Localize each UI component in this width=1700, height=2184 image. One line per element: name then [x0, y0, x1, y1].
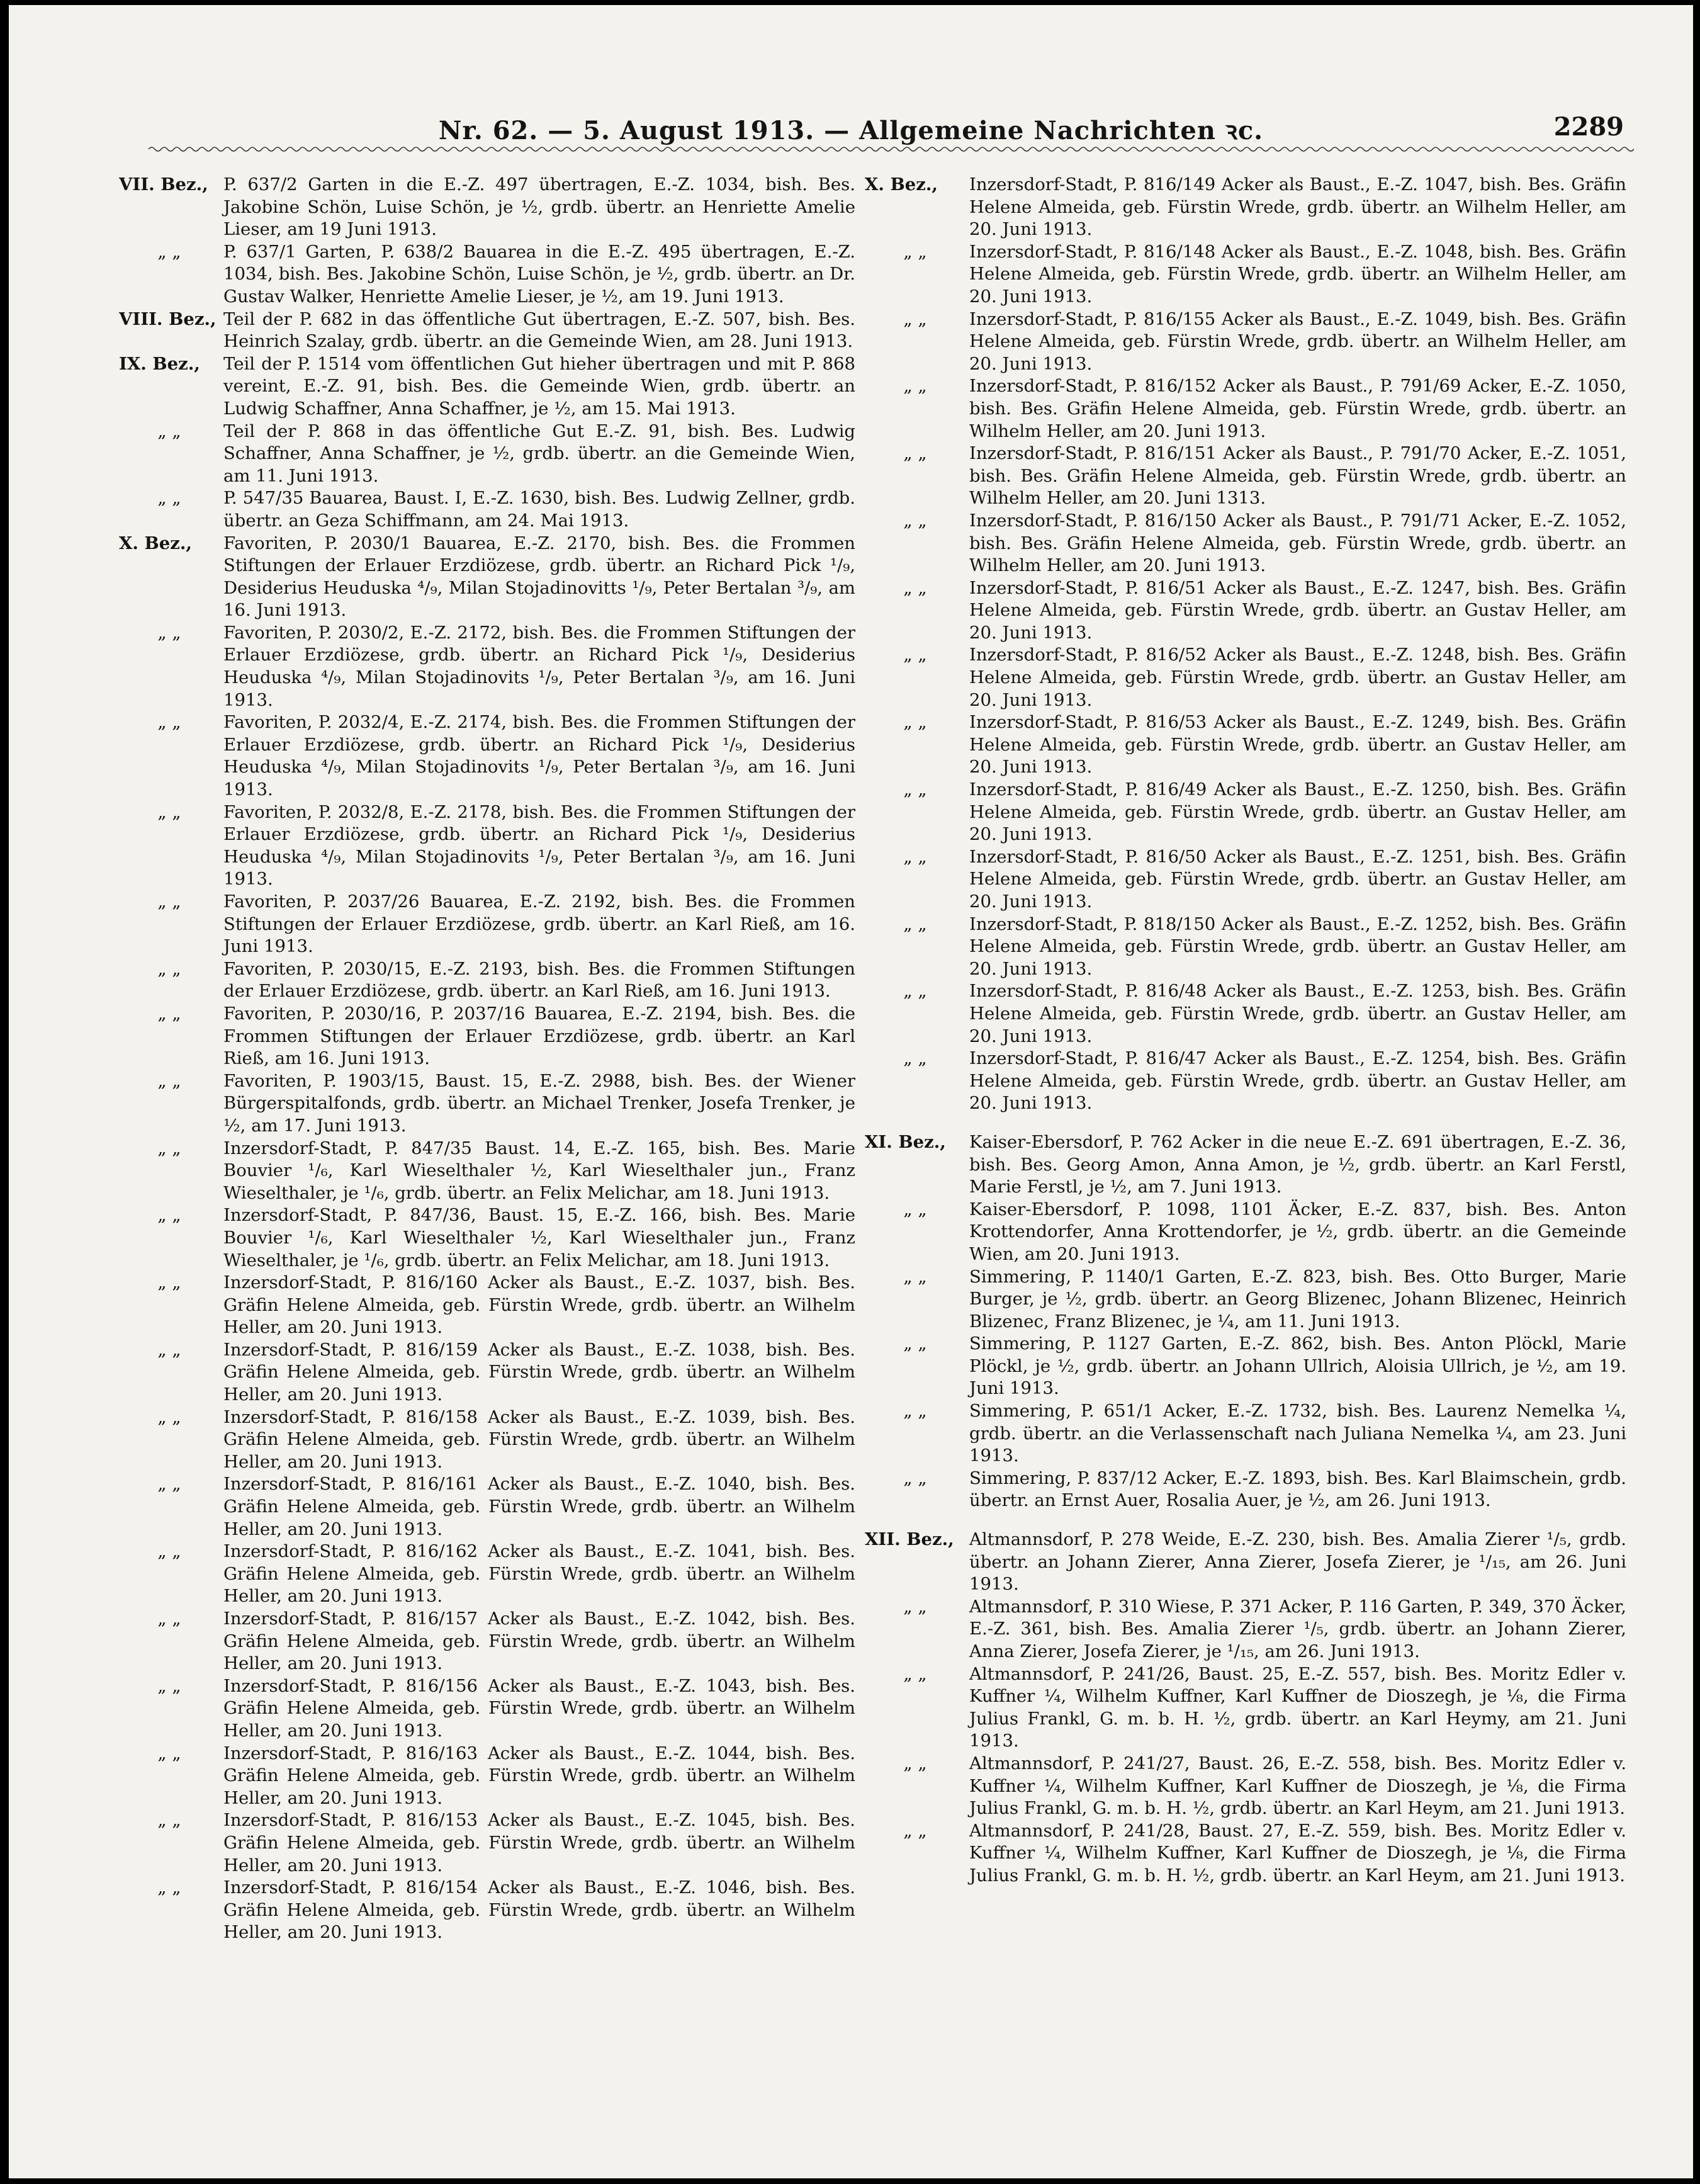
- header-title: Nr. 62. — 5. August 1913. — Allgemeine Nachrichten ꝛc.: [438, 116, 1264, 145]
- register-entry: [865, 241, 1626, 308]
- register-entry: [119, 891, 855, 958]
- district-label: „ „: [157, 1877, 181, 1898]
- register-entry: [865, 1199, 1626, 1266]
- entry-text: Favoriten, P. 2032/4, E.-Z. 2174, bish. Bes. die Frommen Stiftungen der Erlauer Erzdiözese, grdb. übertr. an Richard Pick ¹/₉, Desiderius Heuduska ⁴/₉, Milan Stojadinovits ¹/₉, Peter Bertalan ³/₉, am 16. Juni 1913.: [223, 712, 855, 800]
- entry-text: Favoriten, P. 2030/1 Bauarea, E.-Z. 2170, bish. Bes. die Frommen Stiftungen der Erlauer Erzdiözese, grdb. übertr. an Richard Pick ¹/₉, Desiderius Heuduska ⁴/₉, Milan Stojadinovitts ¹/₉, Peter Bertalan ³/₉, am 16. Juni 1913.: [223, 533, 855, 621]
- register-entry: [865, 174, 1626, 241]
- district-label: „ „: [903, 981, 927, 1002]
- entry-text: Favoriten, P. 2030/2, E.-Z. 2172, bish. Bes. die Frommen Stiftungen der Erlauer Erzdiözese, grdb. übertr. an Richard Pick ¹/₉, Desiderius Heuduska ⁴/₉, Milan Stojadinovits ¹/₉, Peter Bertalan ³/₉, am 16. Juni 1913.: [223, 622, 855, 710]
- district-label: „ „: [903, 1333, 927, 1354]
- entry-text: Teil der P. 682 in das öffentliche Gut übertragen, E.-Z. 507, bish. Bes. Heinrich Szalay, grdb. übertr. an die Gemeinde Wien, am 28. Juni 1913.: [223, 308, 855, 352]
- district-label: „ „: [903, 241, 927, 262]
- entry-text: Altmannsdorf, P. 241/28, Baust. 27, E.-Z. 559, bish. Bes. Moritz Edler v. Kuffner ¼, Wilhelm Kuffner, Karl Kuffner de Dioszegh, je ⅛, die Firma Julius Frankl, G. m. b. H. ½, grdb. übertr. an Karl Heym, am 21. Juni 1913.: [969, 1820, 1626, 1886]
- register-entry: [119, 487, 855, 532]
- register-entry: [119, 1541, 855, 1608]
- register-entry: [119, 1675, 855, 1743]
- register-entry: [119, 958, 855, 1003]
- entry-text: Altmannsdorf, P. 241/27, Baust. 26, E.-Z. 558, bish. Bes. Moritz Edler v. Kuffner ¼, Wilhelm Kuffner, Karl Kuffner de Dioszegh, je ⅛, die Firma Julius Frankl, G. m. b. H. ½, grdb. übertr. an Karl Heym, am 21. Juni 1913.: [969, 1753, 1626, 1819]
- district-label: „ „: [903, 1199, 927, 1219]
- district-label: „ „: [903, 846, 927, 867]
- register-entry: [865, 1663, 1626, 1753]
- register-entry: [865, 1529, 1626, 1596]
- register-entry: [119, 1743, 855, 1810]
- entry-text: Inzersdorf-Stadt, P. 816/49 Acker als Baust., E.-Z. 1250, bish. Bes. Gräfin Helene Almeida, geb. Fürstin Wrede, grdb. übertr. an Gustav Heller, am 20. Juni 1913.: [969, 779, 1626, 845]
- section-gap: [865, 1512, 1626, 1529]
- entry-text: Inzersdorf-Stadt, P. 816/152 Acker als Baust., P. 791/69 Acker, E.-Z. 1050, bish. Bes. Gräfin Helene Almeida, geb. Fürstin Wrede, grdb. übertr. an Wilhelm Heller, am 20. Juni 1913.: [969, 376, 1626, 441]
- register-entry: [119, 533, 855, 622]
- entry-text: Inzersdorf-Stadt, P. 816/157 Acker als Baust., E.-Z. 1042, bish. Bes. Gräfin Helene Almeida, geb. Fürstin Wrede, grdb. übertr. an Wilhelm Heller, am 20. Juni 1913.: [223, 1609, 855, 1674]
- entry-text: Inzersdorf-Stadt, P. 816/148 Acker als Baust., E.-Z. 1048, bish. Bes. Gräfin Helene Almeida, geb. Fürstin Wrede, grdb. übertr. an Wilhelm Heller, am 20. Juni 1913.: [969, 241, 1626, 307]
- district-label: „ „: [157, 1205, 181, 1226]
- register-entry: [865, 779, 1626, 846]
- district-label: „ „: [157, 1339, 181, 1360]
- district-label: „ „: [903, 1266, 927, 1287]
- district-label: „ „: [157, 801, 181, 822]
- district-label: „ „: [157, 1541, 181, 1562]
- entry-text: Inzersdorf-Stadt, P. 818/150 Acker als Baust., E.-Z. 1252, bish. Bes. Gräfin Helene Almeida, geb. Fürstin Wrede, grdb. übertr. an Gustav Heller, am 20. Juni 1913.: [969, 914, 1626, 979]
- register-entry: [119, 1339, 855, 1406]
- entry-text: Inzersdorf-Stadt, P. 816/150 Acker als Baust., P. 791/71 Acker, E.-Z. 1052, bish. Bes. Gräfin Helene Almeida, geb. Fürstin Wrede, grdb. übertr. an Wilhelm Heller, am 20. Juni 1913.: [969, 510, 1626, 576]
- register-entry: [865, 577, 1626, 645]
- register-entry: [119, 1608, 855, 1675]
- district-label: „ „: [157, 712, 181, 733]
- district-label: IX. Bez.,: [119, 353, 200, 374]
- decorative-wavy-rule: [149, 145, 1634, 154]
- district-label: „ „: [903, 779, 927, 800]
- right-column: [865, 174, 1626, 2138]
- district-label: „ „: [157, 1406, 181, 1427]
- entry-text: Simmering, P. 1127 Garten, E.-Z. 862, bish. Bes. Anton Plöckl, Marie Plöckl, je ½, grdb. übertr. an Johann Ullrich, Aloisia Ullrich, je ½, am 19. Juni 1913.: [969, 1333, 1626, 1399]
- register-entry: [865, 1753, 1626, 1820]
- left-column: [119, 174, 855, 2138]
- entry-text: Inzersdorf-Stadt, P. 816/163 Acker als Baust., E.-Z. 1044, bish. Bes. Gräfin Helene Almeida, geb. Fürstin Wrede, grdb. übertr. an Wilhelm Heller, am 20. Juni 1913.: [223, 1743, 855, 1808]
- entry-text: Inzersdorf-Stadt, P. 816/151 Acker als Baust., P. 791/70 Acker, E.-Z. 1051, bish. Bes. Gräfin Helene Almeida, geb. Fürstin Wrede, grdb. übertr. an Wilhelm Heller, am 20. Juni 1313.: [969, 443, 1626, 509]
- district-label: „ „: [903, 308, 927, 329]
- district-label: „ „: [903, 1820, 927, 1841]
- entry-text: Teil der P. 1514 vom öffentlichen Gut hieher übertragen und mit P. 868 vereint, E.-Z. 91, bish. Bes. die Gemeinde Wien, grdb. übertr. an Ludwig Schaffner, Anna Schaffner, je ½, am 15. Mai 1913.: [223, 353, 855, 419]
- section-gap: [865, 1115, 1626, 1131]
- entry-text: Simmering, P. 1140/1 Garten, E.-Z. 823, bish. Bes. Otto Burger, Marie Burger, je ½, grdb. übertr. an Georg Blizenec, Johann Blizenec, Heinrich Blizenec, Franz Blizenec, je ¼, am 11. Juni 1913.: [969, 1266, 1626, 1332]
- district-label: „ „: [157, 1810, 181, 1831]
- register-entry: [865, 1596, 1626, 1663]
- district-label: X. Bez.,: [119, 533, 192, 553]
- register-entry: [119, 308, 855, 353]
- district-label: XII. Bez.,: [865, 1529, 954, 1550]
- district-label: VIII. Bez.,: [119, 308, 217, 329]
- district-label: „ „: [157, 1609, 181, 1629]
- entry-text: Inzersdorf-Stadt, P. 816/47 Acker als Baust., E.-Z. 1254, bish. Bes. Gräfin Helene Almeida, geb. Fürstin Wrede, grdb. übertr. an Gustav Heller, am 20. Juni 1913.: [969, 1048, 1626, 1114]
- district-label: XI. Bez.,: [865, 1131, 946, 1152]
- entry-text: Altmannsdorf, P. 310 Wiese, P. 371 Acker, P. 116 Garten, P. 349, 370 Äcker, E.-Z. 361, bish. Bes. Amalia Zierer ¹/₅, grdb. übertr. an Johann Zierer, Anna Zierer, Josefa Zierer, je ¹/₁₅, am 26. Juni 1913.: [969, 1596, 1626, 1661]
- page-number: 2289: [1553, 112, 1624, 142]
- register-entry: [119, 1070, 855, 1138]
- entry-text: Teil der P. 868 in das öffentliche Gut E.-Z. 91, bish. Bes. Ludwig Schaffner, Anna Schaffner, je ½, grdb. übertr. an die Gemeinde Wien, am 11. Juni 1913.: [223, 421, 855, 486]
- district-label: „ „: [157, 1675, 181, 1696]
- register-entry: [865, 980, 1626, 1048]
- register-entry: [865, 1820, 1626, 1887]
- entry-text: Inzersdorf-Stadt, P. 816/149 Acker als Baust., E.-Z. 1047, bish. Bes. Gräfin Helene Almeida, geb. Fürstin Wrede, grdb. übertr. an Wilhelm Heller, am 20. Juni 1913.: [969, 174, 1626, 240]
- district-label: „ „: [903, 1753, 927, 1774]
- register-entry: [865, 1333, 1626, 1400]
- register-entry: [119, 174, 855, 241]
- district-label: „ „: [157, 488, 181, 509]
- district-label: „ „: [157, 1070, 181, 1091]
- district-label: „ „: [157, 241, 181, 262]
- register-entry: [119, 421, 855, 488]
- entry-text: Inzersdorf-Stadt, P. 816/158 Acker als Baust., E.-Z. 1039, bish. Bes. Gräfin Helene Almeida, geb. Fürstin Wrede, grdb. übertr. an Wilhelm Heller, am 20. Juni 1913.: [223, 1406, 855, 1472]
- entry-text: Altmannsdorf, P. 241/26, Baust. 25, E.-Z. 557, bish. Bes. Moritz Edler v. Kuffner ¼, Wilhelm Kuffner, Karl Kuffner de Dioszegh, je ⅛, die Firma Julius Frankl, G. m. b. H. ½, grdb. übertr. an Karl Heymy, am 21. Juni 1913.: [969, 1663, 1626, 1751]
- register-entry: [865, 1048, 1626, 1115]
- entry-text: Inzersdorf-Stadt, P. 816/162 Acker als Baust., E.-Z. 1041, bish. Bes. Gräfin Helene Almeida, geb. Fürstin Wrede, grdb. übertr. an Wilhelm Heller, am 20. Juni 1913.: [223, 1541, 855, 1607]
- entry-text: Favoriten, P. 2037/26 Bauarea, E.-Z. 2192, bish. Bes. die Frommen Stiftungen der Erlauer Erzdiözese, grdb. übertr. an Karl Rieß, am 16. Juni 1913.: [223, 891, 855, 957]
- entry-text: P. 547/35 Bauarea, Baust. I, E.-Z. 1630, bish. Bes. Ludwig Zellner, grdb. übertr. an Geza Schiffmann, am 24. Mai 1913.: [223, 488, 855, 531]
- entry-text: Favoriten, P. 2032/8, E.-Z. 2178, bish. Bes. die Frommen Stiftungen der Erlauer Erzdiözese, grdb. übertr. an Richard Pick ¹/₉, Desiderius Heuduska ⁴/₉, Milan Stojadinovits ¹/₉, Peter Bertalan ³/₉, am 16. Juni 1913.: [223, 801, 855, 890]
- district-label: „ „: [903, 510, 927, 531]
- register-entry: [119, 1877, 855, 1944]
- district-label: „ „: [157, 421, 181, 441]
- register-entry: [119, 1406, 855, 1474]
- district-label: „ „: [903, 443, 927, 464]
- district-label: „ „: [903, 1663, 927, 1684]
- entry-text: Inzersdorf-Stadt, P. 816/52 Acker als Baust., E.-Z. 1248, bish. Bes. Gräfin Helene Almeida, geb. Fürstin Wrede, grdb. übertr. an Gustav Heller, am 20. Juni 1913.: [969, 645, 1626, 710]
- district-label: X. Bez.,: [865, 174, 938, 195]
- district-label: VII. Bez.,: [119, 174, 208, 195]
- entry-text: Inzersdorf-Stadt, P. 816/153 Acker als Baust., E.-Z. 1045, bish. Bes. Gräfin Helene Almeida, geb. Fürstin Wrede, grdb. übertr. an Wilhelm Heller, am 20. Juni 1913.: [223, 1810, 855, 1876]
- entry-text: Inzersdorf-Stadt, P. 816/53 Acker als Baust., E.-Z. 1249, bish. Bes. Gräfin Helene Almeida, geb. Fürstin Wrede, grdb. übertr. an Gustav Heller, am 20. Juni 1913.: [969, 712, 1626, 778]
- district-label: „ „: [157, 1743, 181, 1763]
- entry-text: Inzersdorf-Stadt, P. 816/156 Acker als Baust., E.-Z. 1043, bish. Bes. Gräfin Helene Almeida, geb. Fürstin Wrede, grdb. übertr. an Wilhelm Heller, am 20. Juni 1913.: [223, 1675, 855, 1741]
- register-entry: [865, 308, 1626, 376]
- register-entry: [865, 1266, 1626, 1333]
- entry-text: Favoriten, P. 2030/16, P. 2037/16 Bauarea, E.-Z. 2194, bish. Bes. die Frommen Stiftungen der Erlauer Erzdiözese, grdb. übertr. an Karl Rieß, am 16. Juni 1913.: [223, 1003, 855, 1069]
- district-label: „ „: [157, 1272, 181, 1293]
- entry-text: Inzersdorf-Stadt, P. 816/161 Acker als Baust., E.-Z. 1040, bish. Bes. Gräfin Helene Almeida, geb. Fürstin Wrede, grdb. übertr. an Wilhelm Heller, am 20. Juni 1913.: [223, 1474, 855, 1539]
- entry-text: Inzersdorf-Stadt, P. 816/155 Acker als Baust., E.-Z. 1049, bish. Bes. Gräfin Helene Almeida, geb. Fürstin Wrede, grdb. übertr. an Wilhelm Heller, am 20. Juni 1913.: [969, 308, 1626, 374]
- district-label: „ „: [903, 712, 927, 733]
- district-label: „ „: [903, 1401, 927, 1422]
- register-entry: [865, 510, 1626, 577]
- entry-text: Simmering, P. 837/12 Acker, E.-Z. 1893, bish. Bes. Karl Blaimschein, grdb. übertr. an Ernst Auer, Rosalia Auer, je ½, am 26. Juni 1913.: [969, 1468, 1626, 1511]
- district-label: „ „: [157, 1003, 181, 1024]
- newspaper-page: [9, 5, 1693, 2178]
- entry-text: Favoriten, P. 1903/15, Baust. 15, E.-Z. 2988, bish. Bes. der Wiener Bürgerspitalfonds, grdb. übertr. an Michael Trenker, Josefa Trenker, je ½, am 17. Juni 1913.: [223, 1070, 855, 1136]
- district-label: „ „: [903, 645, 927, 665]
- entry-text: Inzersdorf-Stadt, P. 816/160 Acker als Baust., E.-Z. 1037, bish. Bes. Gräfin Helene Almeida, geb. Fürstin Wrede, grdb. übertr. an Wilhelm Heller, am 20. Juni 1913.: [223, 1272, 855, 1338]
- register-entry: [119, 801, 855, 891]
- entry-text: Kaiser-Ebersdorf, P. 762 Acker in die neue E.-Z. 691 übertragen, E.-Z. 36, bish. Bes. Georg Amon, Anna Amon, je ½, grdb. übertr. an Karl Ferstl, Marie Ferstl, je ½, am 7. Juni 1913.: [969, 1131, 1626, 1197]
- district-label: „ „: [903, 914, 927, 934]
- register-entry: [119, 1204, 855, 1272]
- entry-text: Inzersdorf-Stadt, P. 847/36, Baust. 15, E.-Z. 166, bish. Bes. Marie Bouvier ¹/₆, Karl Wieselthaler ½, Karl Wieselthaler jun., Franz Wieselthaler, je ¹/₆, grdb. übertr. an Felix Melichar, am 18. Juni 1913.: [223, 1205, 855, 1270]
- entry-text: Inzersdorf-Stadt, P. 816/51 Acker als Baust., E.-Z. 1247, bish. Bes. Gräfin Helene Almeida, geb. Fürstin Wrede, grdb. übertr. an Gustav Heller, am 20. Juni 1913.: [969, 577, 1626, 643]
- register-entry: [119, 1473, 855, 1541]
- district-label: „ „: [903, 1048, 927, 1069]
- register-entry: [119, 1272, 855, 1339]
- entry-text: Inzersdorf-Stadt, P. 816/154 Acker als Baust., E.-Z. 1046, bish. Bes. Gräfin Helene Almeida, geb. Fürstin Wrede, grdb. übertr. an Wilhelm Heller, am 20. Juni 1913.: [223, 1877, 855, 1943]
- entry-text: Inzersdorf-Stadt, P. 847/35 Baust. 14, E.-Z. 165, bish. Bes. Marie Bouvier ¹/₆, Karl Wieselthaler ½, Karl Wieselthaler jun., Franz Wieselthaler, je ¹/₆, grdb. übertr. an Felix Melichar, am 18. Juni 1913.: [223, 1138, 855, 1203]
- register-entry: [865, 1468, 1626, 1512]
- district-label: „ „: [903, 1596, 927, 1617]
- register-entry: [119, 622, 855, 711]
- entry-text: Inzersdorf-Stadt, P. 816/48 Acker als Baust., E.-Z. 1253, bish. Bes. Gräfin Helene Almeida, geb. Fürstin Wrede, grdb. übertr. an Gustav Heller, am 20. Juni 1913.: [969, 981, 1626, 1046]
- register-entry: [865, 914, 1626, 981]
- register-entry: [865, 711, 1626, 779]
- district-label: „ „: [157, 622, 181, 643]
- district-label: „ „: [903, 376, 927, 397]
- entry-text: Kaiser-Ebersdorf, P. 1098, 1101 Äcker, E.-Z. 837, bish. Bes. Anton Krottendorfer, Anna Krottendorfer, je ½, grdb. übertr. an die Gemeinde Wien, am 20. Juni 1913.: [969, 1199, 1626, 1264]
- register-entry: [119, 1138, 855, 1205]
- register-entry: [119, 353, 855, 421]
- entry-text: Simmering, P. 651/1 Acker, E.-Z. 1732, bish. Bes. Laurenz Nemelka ¼, grdb. übertr. an die Verlassenschaft nach Juliana Nemelka ¼, am 23. Juni 1913.: [969, 1401, 1626, 1466]
- district-label: „ „: [157, 1474, 181, 1495]
- district-label: „ „: [903, 577, 927, 598]
- entry-text: Favoriten, P. 2030/15, E.-Z. 2193, bish. Bes. die Frommen Stiftungen der Erlauer Erzdiözese, grdb. übertr. an Karl Rieß, am 16. Juni 1913.: [223, 958, 855, 1002]
- entry-text: Inzersdorf-Stadt, P. 816/50 Acker als Baust., E.-Z. 1251, bish. Bes. Gräfin Helene Almeida, geb. Fürstin Wrede, grdb. übertr. an Gustav Heller, am 20. Juni 1913.: [969, 846, 1626, 912]
- register-entry: [865, 375, 1626, 443]
- district-label: „ „: [903, 1468, 927, 1488]
- district-label: „ „: [157, 1138, 181, 1158]
- entry-text: P. 637/2 Garten in die E.-Z. 497 übertragen, E.-Z. 1034, bish. Bes. Jakobine Schön, Luise Schön, je ½, grdb. übertr. an Henriette Amelie Lieser, am 19 Juni 1913.: [223, 174, 855, 240]
- register-entry: [865, 1131, 1626, 1199]
- register-entry: [865, 1400, 1626, 1468]
- register-entry: [119, 711, 855, 801]
- register-entry: [119, 1003, 855, 1070]
- district-label: „ „: [157, 891, 181, 912]
- register-entry: [865, 846, 1626, 914]
- district-label: „ „: [157, 958, 181, 979]
- register-entry: [865, 443, 1626, 510]
- entry-text: Altmannsdorf, P. 278 Weide, E.-Z. 230, bish. Bes. Amalia Zierer ¹/₅, grdb. übertr. an Johann Zierer, Anna Zierer, Josefa Zierer, je ¹/₁₅, am 26. Juni 1913.: [969, 1529, 1626, 1595]
- entry-text: Inzersdorf-Stadt, P. 816/159 Acker als Baust., E.-Z. 1038, bish. Bes. Gräfin Helene Almeida, geb. Fürstin Wrede, grdb. übertr. an Wilhelm Heller, am 20. Juni 1913.: [223, 1339, 855, 1405]
- register-entry: [119, 1809, 855, 1877]
- register-entry: [119, 241, 855, 308]
- entry-text: P. 637/1 Garten, P. 638/2 Bauarea in die E.-Z. 495 übertragen, E.-Z. 1034, bish. Bes. Jakobine Schön, Luise Schön, je ½, grdb. übertr. an Dr. Gustav Walker, Henriette Amelie Lieser, je ½, am 19. Juni 1913.: [223, 241, 855, 307]
- register-entry: [865, 644, 1626, 711]
